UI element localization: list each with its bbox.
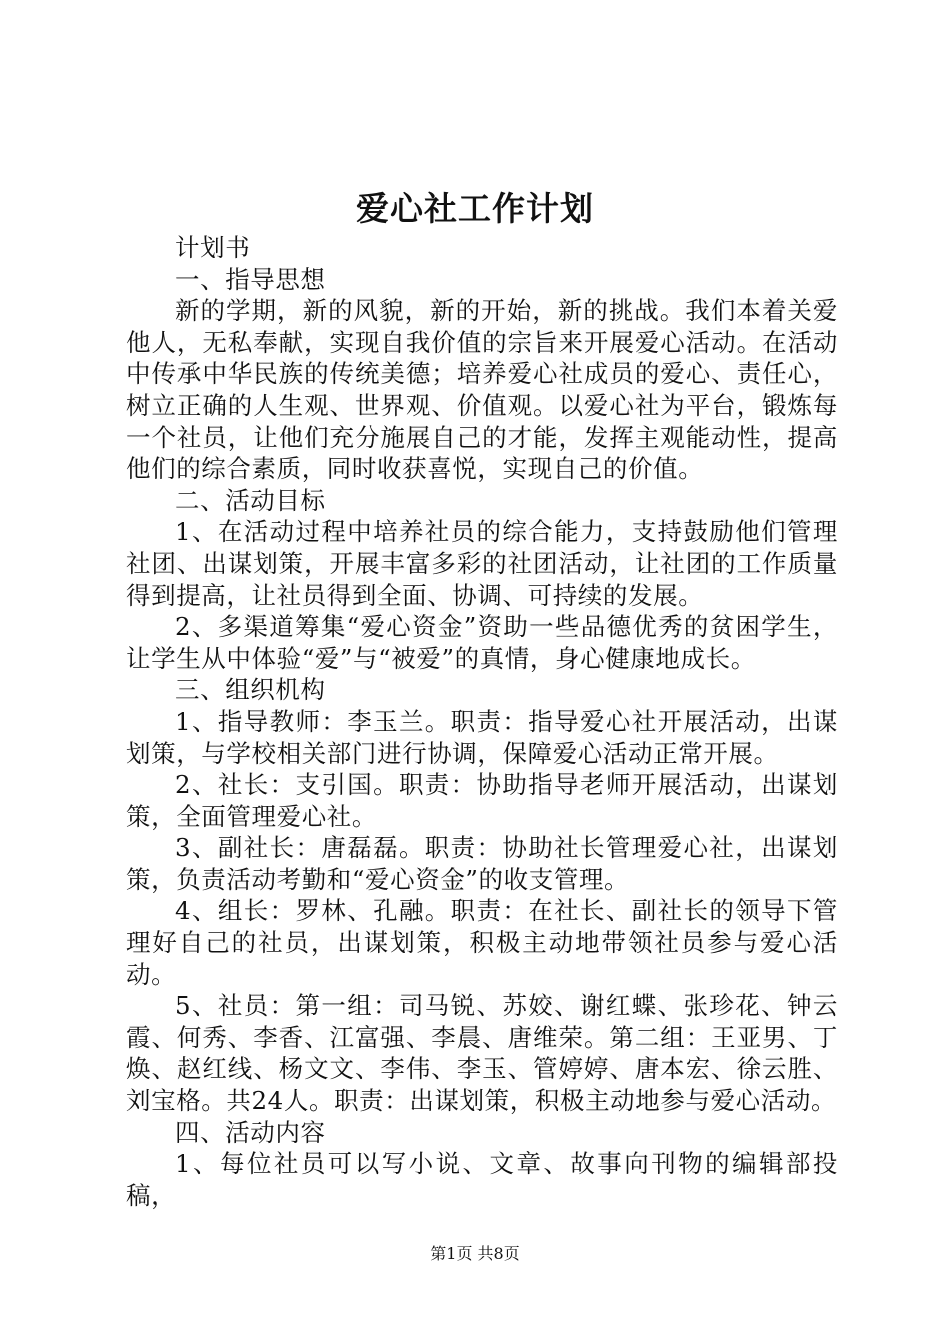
paragraph: 3、副社长：唐磊磊。职责：协助社长管理爱心社，出谋划策，负责活动考勤和“爱心资金”的收支管理。 [126,833,838,894]
document-body [126,232,838,1211]
page-number-footer: 第1页 共8页 [430,1244,520,1263]
section-heading-organization: 三、组织机构 [175,675,326,705]
paragraph: 新的学期，新的风貌，新的开始，新的挑战。我们本着关爱他人，无私奉献，实现自我价值的宗旨来开展爱心活动。在活动中传承中华民族的传统美德；培养爱心社成员的爱心、责任心，树立正确的人生观、世界观、价值观。以爱心社为平台，锻炼每一个社员，让他们充分施展自己的才能，发挥主观能动性，提高他们的综合素质，同时收获喜悦，实现自己的价值。 [126,296,838,484]
section-heading-activity-content: 四、活动内容 [175,1117,326,1147]
paragraph: 2、多渠道筹集“爱心资金”资助一些品德优秀的贫困学生，让学生从中体验“爱”与“被爱”的真情，身心健康地成长。 [126,612,838,673]
paragraph: 4、组长：罗林、孔融。职责：在社长、副社长的领导下管理好自己的社员，出谋划策，积极主动地带领社员参与爱心活动。 [126,896,838,989]
paragraph: 1、每位社员可以写小说、文章、故事向刊物的编辑部投稿， [126,1149,838,1210]
paragraph: 5、社员：第一组：司马锐、苏姣、谢红蝶、张珍花、钟云霞、何秀、李香、江富强、李晨、唐维荣。第二组：王亚男、丁焕、赵红线、杨文文、李伟、李玉、管婷婷、唐本宏、徐云胜、刘宝格。共24人。职责：出谋划策，积极主动地参与爱心活动。 [126,991,838,1116]
section-heading-activity-goals: 二、活动目标 [175,485,326,515]
paragraph: 2、社长：支引国。职责：协助指导老师开展活动，出谋划策，全面管理爱心社。 [126,770,838,831]
paragraph: 1、在活动过程中培养社员的综合能力，支持鼓励他们管理社团、出谋划策，开展丰富多彩的社团活动，让社团的工作质量得到提高，让社员得到全面、协调、可持续的发展。 [126,517,838,610]
section-heading-guiding-idea: 一、指导思想 [175,264,326,294]
paragraph-plan-label: 计划书 [175,233,251,262]
paragraph: 1、指导教师：李玉兰。职责：指导爱心社开展活动，出谋划策，与学校相关部门进行协调，保障爱心活动正常开展。 [126,706,838,768]
document-title: 爱心社工作计划 [356,189,594,228]
